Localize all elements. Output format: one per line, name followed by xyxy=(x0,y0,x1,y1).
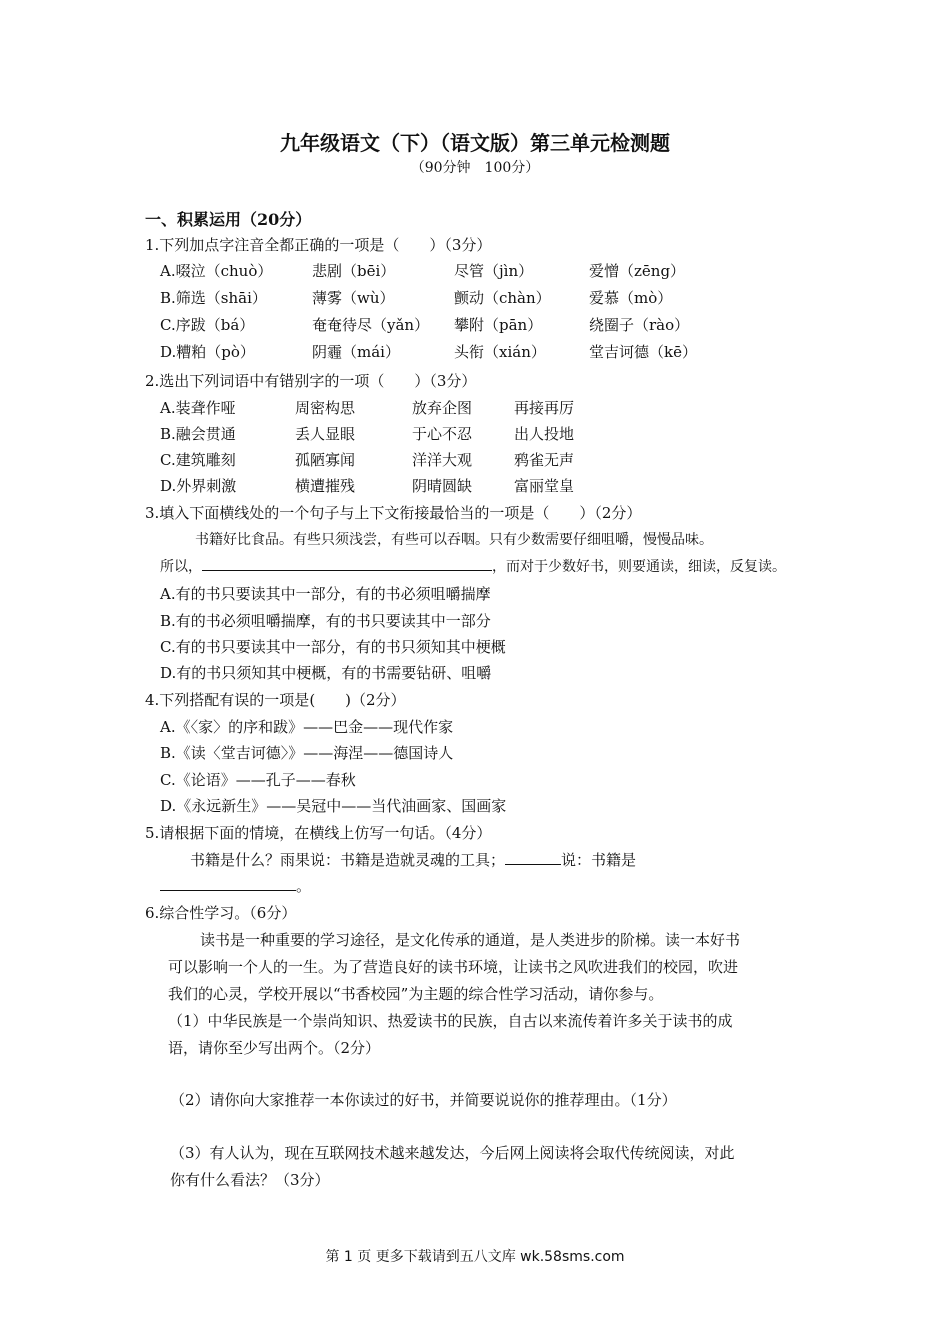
question-3-stem: 3.填入下面横线处的一个句子与上下文衔接最恰当的一项是（ ）（2分） xyxy=(145,504,642,522)
q1-option-a-4: 爱憎（zēng） xyxy=(589,262,686,280)
q1-option-d-4: 堂吉诃德（kē） xyxy=(589,343,697,361)
q5-line1-prefix: 书籍是什么？雨果说：书籍是造就灵魂的工具； xyxy=(190,851,506,869)
q1-option-a-3: 尽管（jìn） xyxy=(454,262,534,280)
question-4-stem: 4.下列搭配有误的一项是( )（2分） xyxy=(145,691,406,709)
q2-option-a-1: A.装聋作哑 xyxy=(160,399,236,417)
question-5-stem: 5.请根据下面的情境，在横线上仿写一句话。（4分） xyxy=(145,824,492,842)
q3-option-a: A.有的书只要读其中一部分，有的书必须咀嚼揣摩 xyxy=(160,585,491,603)
page-title: 九年级语文（下）（语文版）第三单元检测题 xyxy=(280,131,670,155)
q4-option-d: D.《永远新生》——吴冠中——当代油画家、国画家 xyxy=(160,797,507,815)
q6-intro-line1: 读书是一种重要的学习途径，是文化传承的通道，是人类进步的阶梯。读一本好书 xyxy=(200,931,741,949)
q2-option-c-3: 洋洋大观 xyxy=(412,451,473,469)
q2-option-c-4: 鸦雀无声 xyxy=(514,451,575,469)
section-heading: 一、积累运用（20分） xyxy=(145,210,312,229)
q1-option-c-2: 奄奄待尽（yǎn） xyxy=(312,316,430,334)
q2-option-a-4: 再接再厉 xyxy=(514,399,575,417)
q2-option-b-3: 于心不忍 xyxy=(412,425,473,443)
q2-option-a-2: 周密构思 xyxy=(295,399,356,417)
question-6-stem: 6.综合性学习。（6分） xyxy=(145,904,297,922)
q1-option-a-1: A.啜泣（chuò） xyxy=(160,262,273,280)
q2-option-d-2: 横遭摧残 xyxy=(295,477,356,495)
question-2-stem: 2.选出下列词语中有错别字的一项（ ）（3分） xyxy=(145,372,477,390)
q3-passage-suffix: ，而对于少数好书，则要通读，细读，反复读。 xyxy=(492,559,786,575)
q5-blank-person[interactable] xyxy=(505,850,561,865)
q5-blank-definition[interactable] xyxy=(160,876,296,891)
q2-option-d-4: 富丽堂皇 xyxy=(514,477,575,495)
q2-option-a-3: 放弃企图 xyxy=(412,399,473,417)
q3-option-c: C.有的书只要读其中一部分，有的书只须知其中梗概 xyxy=(160,638,506,656)
question-1-stem: 1.下列加点字注音全都正确的一项是（ ）（3分） xyxy=(145,236,492,254)
page-footer: 第 1 页 更多下载请到五八文库 wk.58sms.com xyxy=(325,1249,625,1265)
q6-sub1-line2: 语，请你至少写出两个。（2分） xyxy=(168,1039,381,1057)
q1-option-b-1: B.筛选（shāi） xyxy=(160,289,267,307)
q5-line1 xyxy=(190,849,636,870)
q4-option-a: A.《〈家〉的序和跋》——巴金——现代作家 xyxy=(160,718,454,736)
q6-sub3-line1: （3）有人认为，现在互联网技术越来越发达，今后网上阅读将会取代传统阅读，对此 xyxy=(170,1144,735,1162)
q3-answer-blank[interactable] xyxy=(202,556,492,571)
q3-passage-line1: 书籍好比食品。有些只须浅尝，有些可以吞咽。只有少数需要仔细咀嚼，慢慢品味。 xyxy=(195,532,713,548)
q2-option-d-1: D.外界刺激 xyxy=(160,477,237,495)
q1-option-b-4: 爱慕（mò） xyxy=(589,289,673,307)
q1-option-c-3: 攀附（pān） xyxy=(454,316,543,334)
q6-sub3-line2: 你有什么看法？（3分） xyxy=(170,1171,330,1189)
q6-intro-line2: 可以影响一个人的一生。为了营造良好的读书环境，让读书之风吹进我们的校园，吹进 xyxy=(168,958,739,976)
q1-option-a-2: 悲剧（bēi） xyxy=(312,262,396,280)
q2-option-b-4: 出人投地 xyxy=(514,425,575,443)
q1-option-d-1: D.糟粕（pò） xyxy=(160,343,255,361)
q3-option-b: B.有的书必须咀嚼揣摩，有的书只要读其中一部分 xyxy=(160,612,491,630)
q5-line1-suffix: 说：书籍是 xyxy=(561,851,637,869)
q3-option-d: D.有的书只须知其中梗概，有的书需要钻研、咀嚼 xyxy=(160,664,492,682)
q1-option-d-2: 阴霾（mái） xyxy=(312,343,400,361)
q2-option-d-3: 阴晴圆缺 xyxy=(412,477,473,495)
q1-option-c-4: 绕圈子（rào） xyxy=(589,316,690,334)
q1-option-c-1: C.序跋（bá） xyxy=(160,316,255,334)
q2-option-c-1: C.建筑雕刻 xyxy=(160,451,236,469)
q3-passage-line2 xyxy=(160,556,786,576)
q4-option-b: B.《读〈堂吉诃德〉》——海涅——德国诗人 xyxy=(160,744,454,762)
q5-line2 xyxy=(160,875,311,896)
q2-option-b-1: B.融会贯通 xyxy=(160,425,236,443)
q6-intro-line3: 我们的心灵，学校开展以“书香校园”为主题的综合性学习活动，请你参与。 xyxy=(168,985,664,1003)
q1-option-d-3: 头衔（xián） xyxy=(454,343,546,361)
q6-sub2: （2）请你向大家推荐一本你读过的好书，并简要说说你的推荐理由。（1分） xyxy=(170,1091,677,1109)
q3-passage-prefix: 所以， xyxy=(160,559,202,575)
q2-option-b-2: 丢人显眼 xyxy=(295,425,356,443)
q4-option-c: C.《论语》——孔子——春秋 xyxy=(160,771,356,789)
q2-option-c-2: 孤陋寡闻 xyxy=(295,451,356,469)
page-subtitle: （90分钟 100分） xyxy=(410,160,540,176)
q1-option-b-3: 颤动（chàn） xyxy=(454,289,551,307)
q1-option-b-2: 薄雾（wù） xyxy=(312,289,395,307)
q5-line2-end: 。 xyxy=(296,877,312,895)
q6-sub1-line1: （1）中华民族是一个崇尚知识、热爱读书的民族，自古以来流传着许多关于读书的成 xyxy=(168,1012,733,1030)
